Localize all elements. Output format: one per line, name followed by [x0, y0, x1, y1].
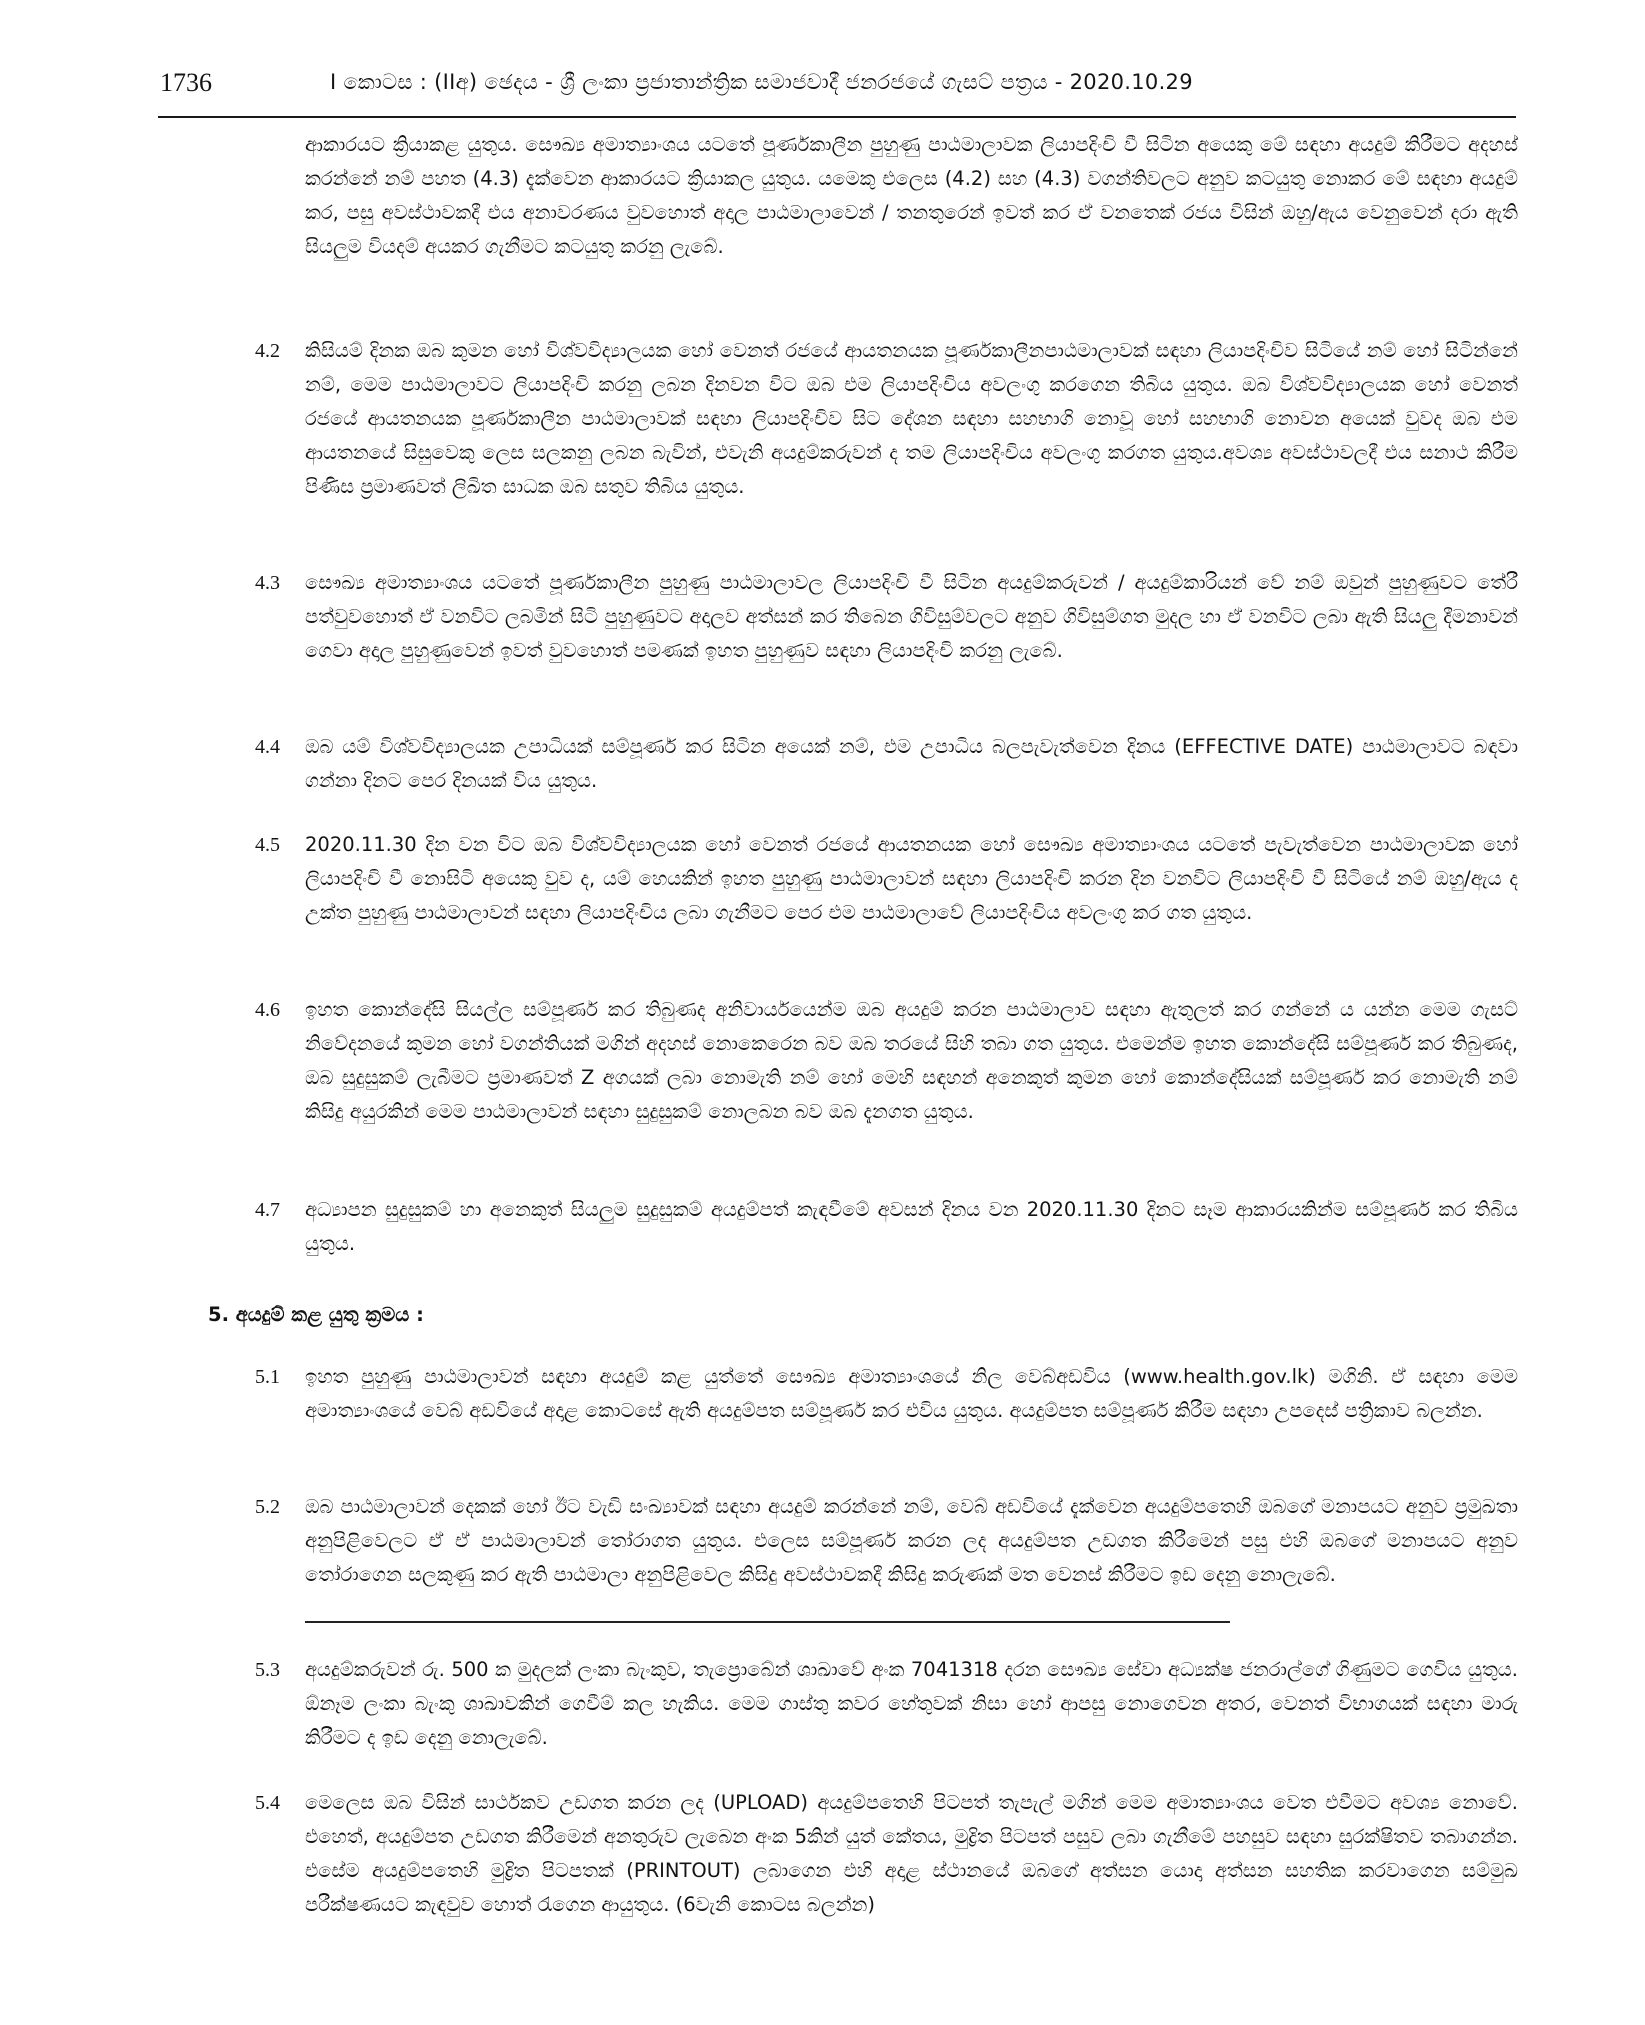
clause-text-4-2: කිසියම් දිනක ඔබ කුමන හෝ විශ්වවිද්‍යාලයක හෝ වෙනත් රජයේ ආයතනයක පූර්ණකාලීනපාඨමාලාවක් සඳහා ලියාපදිංචිව සිටියේ නම් හෝ සිටින්නේ නම්, මෙම පාඨමාලාවට ලියාපදිංචි කරනු ලබන දිනවන විට ඔබ එම ලියාපදිංචිය අවලංගු කරගෙන තිබිය යුතුය. ඔබ විශ්වවිද්‍යාලයක හෝ වෙනත් රජයේ ආයතනයක පූර්ණකාලීන පාඨමාලාවක් සඳහා ලියාපදිංචිව සිට දේශන සඳහා සහභාගි නොවූ හෝ සහභාගි නොවන අයෙක් වුවද ඔබ එම ආයතනයේ සිසුවෙකු ලෙස සලකනු ලබන බැවින්, එවැනි අයදුම්කරුවන් ද තම ලියාපදිංචිය අවලංගු කරගත යුතුය.අවශ්‍ය අවස්ථාවලදී එය සනාථ කිරීම පිණිස ප්‍රමාණවත් ලිඛිත සාධක ඔබ සතුව තිබිය යුතුය.	[305, 339, 1518, 498]
page-number: 1736	[160, 68, 212, 97]
clause-number-4-2: 4.2	[255, 340, 280, 362]
running-header: I කොටස : (IIඅ) ඡෙදය - ශ්‍රී ලංකා ප්‍රජාතාන්ත්‍රික සමාජවාදී ජනරජයේ ගැසට් පත්‍රය - 2020.10.29	[330, 70, 1193, 94]
clause-text-5-2: ඔබ පාඨමාලාවන් දෙකක් හෝ ඊට වැඩි සංඛ්‍යාවක් සඳහා අයදුම් කරන්නේ නම්, වෙබ් අඩවියේ දැක්වෙන අයදුම්පතෙහි ඔබගේ මනාපයට අනුව ප්‍රමුඛතා අනුපිළිවෙලට ඒ ඒ පාඨමාලාවන් තෝරාගත යුතුය. එලෙස සම්පූර්ණ කරන ලද අයදුම්පත උඩගත කිරීමෙන් පසු එහි ඔබගේ මනාපයට අනුව තෝරාගෙන සලකුණු කර ඇති පාඨමාලා අනුපිළිවෙල කිසිදු අවස්ථාවකදී කිසිදු කරුණක් මත වෙනස් කිරීමට ඉඩ දෙනු නොලැබේ.	[305, 1495, 1518, 1586]
clause-number-4-6: 4.6	[255, 999, 280, 1021]
header-rule	[158, 116, 1516, 118]
clause-number-4-3: 4.3	[255, 572, 280, 594]
clause-text-4-3: සෞඛ්‍ය අමාත්‍යාංශය යටතේ පූර්ණකාලීන පුහුණු පාඨමාලාවල ලියාපදිංචි වී සිටින අයදුම්කරුවන් / අයදුම්කාරියන් වේ නම් ඔවුන් පුහුණුවට තේරී පත්වුවහොත් ඒ වනවිට ලබමින් සිටි පුහුණුවට අදාලව අත්සන් කර තිබෙන ගිවිසුම්වලට අනුව ගිවිසුම්ගත මුදල හා ඒ වනවිට ලබා ඇති සියලු දීමනාවන් ගෙවා අදාල පුහුණුවෙන් ඉවත් වුවහොත් පමණක් ඉහත පුහුණුව සඳහා ලියාපදිංචි කරනු ලැබේ.	[305, 571, 1518, 662]
clause-number-5-1: 5.1	[255, 1366, 280, 1388]
clause-number-4-4: 4.4	[255, 736, 280, 758]
clause-number-4-7: 4.7	[255, 1199, 280, 1221]
clause-number-4-5: 4.5	[255, 834, 280, 856]
underline-rule	[305, 1621, 1230, 1623]
clause-text-5-4: මෙලෙස ඔබ විසින් සාර්ථකව උඩගත කරන ලද (UPLOAD) අයදුම්පතෙහි පිටපත් තැපැල් මගින් මෙම අමාත්‍යාංශය වෙත එවීමට අවශ්‍ය නොවේ. එහෙත්, අයදුම්පත උඩගත කිරීමෙන් අනතුරුව ලැබෙන අංක 5කින් යුත් කේතය, මුද්‍රිත පිටපත් පසුව ලබා ගැනීමේ පහසුව සඳහා සුරක්ෂිතව තබාගන්න. එසේම අයදුම්පතෙහි මුද්‍රිත පිටපතක් (PRINTOUT) ලබාගෙන එහි අදාළ ස්ථානයේ ඔබගේ අත්සන යොදා අත්සන සහතික කරවාගෙන සම්මුඛ පරීක්ෂණයට කැඳවුව හොත් රැගෙන ආයුතුය. (6වැනි කොටස බලන්න)	[305, 1791, 1518, 1916]
clause-text-4-6: ඉහත කොන්දේසි සියල්ල සම්පූර්ණ කර තිබුණද අනිවාර්යයෙන්ම ඔබ අයදුම් කරන පාඨමාලාව සඳහා ඇතුලත් කර ගන්නේ ය යන්න මෙම ගැසට් නිවේදනයේ කුමන හෝ වගන්තියක් මගින් අදහස් නොකෙරෙන බව ඔබ තරයේ සිහි තබා ගත යුතුය. එමෙන්ම ඉහත කොන්දේසි සම්පූර්ණ කර තිබුණද, ඔබ සුදුසුකම් ලැබීමට ප්‍රමාණවත් Z අගයක් ලබා නොමැති නම් හෝ මෙහි සඳහන් අනෙකුත් කුමන හෝ කොන්දේසියක් සම්පූර්ණ කර නොමැති නම් කිසිදු අයුරකින් මෙම පාඨමාලාවන් සඳහා සුදුසුකම් නොලබන බව ඔබ දැනගත යුතුය.	[305, 998, 1518, 1123]
clause-text-4-5: 2020.11.30 දින වන විට ඔබ විශ්වවිද්‍යාලයක හෝ වෙනත් රජයේ ආයතනයක හෝ සෞඛ්‍ය අමාත්‍යාංශය යටතේ පැවැත්වෙන පාඨමාලාවක හෝ ලියාපදිංචි වී නොසිටි අයෙකු වුව ද, යම් හෙයකින් ඉහත පුහුණු පාඨමාලාවන් සඳහා ලියාපදිංචි කරන දින වනවිට ලියාපදිංචි වී සිටියේ නම් ඔහු/ඇය ද උක්ත පුහුණු පාඨමාලාවන් සඳහා ලියාපදිංචිය ලබා ගැනීමට පෙර එම පාඨමාලාවේ ලියාපදිංචිය අවලංගු කර ගත යුතුය.	[305, 833, 1518, 924]
clause-number-5-3: 5.3	[255, 1659, 280, 1681]
intro-paragraph: ආකාරයට ක්‍රියාකළ යුතුය. සෞඛ්‍ය අමාත්‍යාංශය යටතේ පූර්ණකාලීන පුහුණු පාඨමාලාවක ලියාපදිංචි වී සිටින අයෙකු මේ සඳහා අයදුම් කිරීමට අදහස් කරන්නේ නම් පහත (4.3) දැක්වෙන ආකාරයට ක්‍රියාකල යුතුය. යමෙකු එලෙස (4.2) සහ (4.3) වගන්තිවලට අනුව කටයුතු නොකර මේ සඳහා අයදුම් කර, පසු අවස්ථාවකදී එය අනාවරණය වුවහොත් අදාල පාඨමාලාවෙන් / තනතුරෙන් ඉවත් කර ඒ වනතෙක් රජය විසින් ඔහු/ඇය වෙනුවෙන් දරා ඇති සියලුම වියදම් අයකර ගැනීමට කටයුතු කරනු ලැබේ.	[305, 133, 1518, 258]
clause-text-5-1: ඉහත පුහුණු පාඨමාලාවන් සඳහා අයදුම් කළ යුත්තේ සෞඛ්‍ය අමාත්‍යාංශයේ නිල වෙබ්අඩවිය (www.health.gov.lk) මගිනි. ඒ සඳහා මෙම අමාත්‍යාංශයේ වෙබ් අඩවියේ අදාළ කොටසේ ඇති අයදුම්පත සම්පූර්ණ කර එවිය යුතුය. අයදුම්පත සම්පූර්ණ කිරීම සඳහා උපදෙස් පත්‍රිකාව බලන්න.	[305, 1365, 1518, 1422]
clause-number-5-2: 5.2	[255, 1496, 280, 1518]
clause-number-5-4: 5.4	[255, 1792, 280, 1814]
clause-text-4-4: ඔබ යම් විශ්වවිද්‍යාලයක උපාධියක් සම්පූර්ණ කර සිටින අයෙක් නම්, එම උපාධිය බලපැවැත්වෙන දිනය (EFFECTIVE DATE) පාඨමාලාවට බඳවා ගන්නා දිනට පෙර දිනයක් විය යුතුය.	[305, 735, 1518, 792]
clause-text-5-3: අයදුම්කරුවන් රු. 500 ක මුදලක් ලංකා බැංකුව, තැප්‍රොබේන් ශාඛාවේ අංක 7041318 දරන සෞඛ්‍ය සේවා අධ්‍යක්ෂ ජනරාල්ගේ ගිණුමට ගෙවිය යුතුය. ඕනෑම ලංකා බැංකු ශාඛාවකින් ගෙවීම් කල හැකිය. මෙම ගාස්තු කවර හේතුවක් නිසා හෝ ආපසු නොගෙවන අතර, වෙනත් විභාගයක් සඳහා මාරු කිරීමට ද ඉඩ දෙනු නොලැබේ.	[305, 1658, 1518, 1749]
section-heading: 5. අයදුම් කළ යුතු ක්‍රමය :	[208, 1303, 424, 1326]
clause-text-4-7: අධ්‍යාපන සුදුසුකම් හා අනෙකුත් සියලුම සුදුසුකම් අයදුම්පත් කැඳවීමේ අවසන් දිනය වන 2020.11.30 දිනට සෑම ආකාරයකින්ම සම්පූර්ණ කර තිබිය යුතුය.	[305, 1198, 1518, 1255]
